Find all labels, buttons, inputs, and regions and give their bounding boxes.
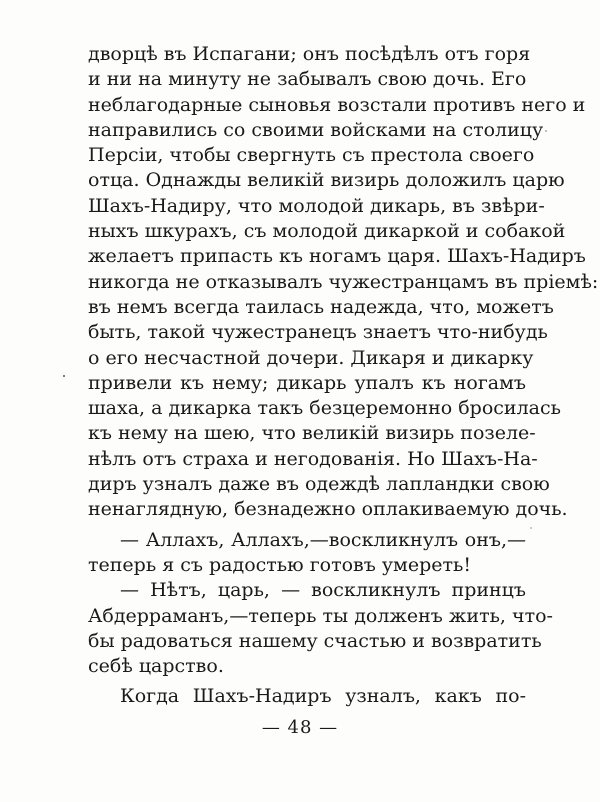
text-line: быть, такой чужестранецъ знаетъ что-нибудь <box>88 321 548 344</box>
text-line: Шахъ-Надиру, что молодой дикарь, въ звѣри- <box>88 194 545 217</box>
text-line: дворцѣ въ Испагани; онъ посѣдѣлъ отъ горя <box>88 43 531 65</box>
dialogue-line: себѣ царство. <box>88 655 224 678</box>
text-line: и ни на минуту не забывалъ свою дочь. Его <box>88 68 527 91</box>
dialogue-line: бы радоваться нашему счастью и возвратить <box>88 629 542 652</box>
page-number: — 48 — <box>261 717 339 738</box>
scan-speck <box>530 527 532 529</box>
dialogue-line: теперь я съ радостью готовъ умереть! <box>88 553 471 576</box>
text-line: никогда не отказывалъ чужестранцамъ въ пріемѣ: <box>88 270 599 293</box>
page-body-text <box>88 42 599 710</box>
dialogue-line: — Нѣтъ, царь, — воскликнулъ принцъ <box>120 579 526 602</box>
text-line: неблагодарные сыновья возстали противъ него и <box>88 93 586 116</box>
text-line: нѣлъ отъ страха и негодованія. Но Шахъ-На- <box>88 447 538 470</box>
text-line: направились со своими войсками на столицу <box>88 118 544 141</box>
text-line: шаха, а дикарка такъ безцеремонно бросилась <box>88 397 561 420</box>
text-line: диръ узналъ даже въ одеждѣ лапландки свою <box>88 473 550 496</box>
text-line: въ немъ всегда таилась надежда, что, можетъ <box>88 295 554 318</box>
text-line: о его несчастной дочери. Дикаря и дикарку <box>88 346 534 369</box>
text-line: привели къ нему; дикарь упалъ къ ногамъ <box>88 371 526 394</box>
dialogue-line: — Аллахъ, Аллахъ,—воскликнулъ онъ,— <box>120 528 526 551</box>
text-line: отца. Однажды великій визирь доложилъ царю <box>88 169 565 192</box>
text-line: желаетъ припасть къ ногамъ царя. Шахъ-Надиръ <box>88 245 586 268</box>
text-line: Персіи, чтобы свергнуть съ престола своего <box>88 144 535 167</box>
text-line: ныхъ шкурахъ, съ молодой дикаркой и собакой <box>88 220 566 243</box>
paragraph-start-line: Когда Шахъ-Надиръ узналъ, какъ по- <box>120 685 526 708</box>
text-line: ненаглядную, безнадежно оплакиваемую дочь. <box>88 498 568 521</box>
scan-speck <box>545 130 547 132</box>
scan-speck <box>63 375 65 377</box>
text-line: къ нему на шею, что великій визирь позеле- <box>88 422 536 445</box>
dialogue-line: Абдерраманъ,—теперь ты долженъ жить, что- <box>88 604 553 627</box>
